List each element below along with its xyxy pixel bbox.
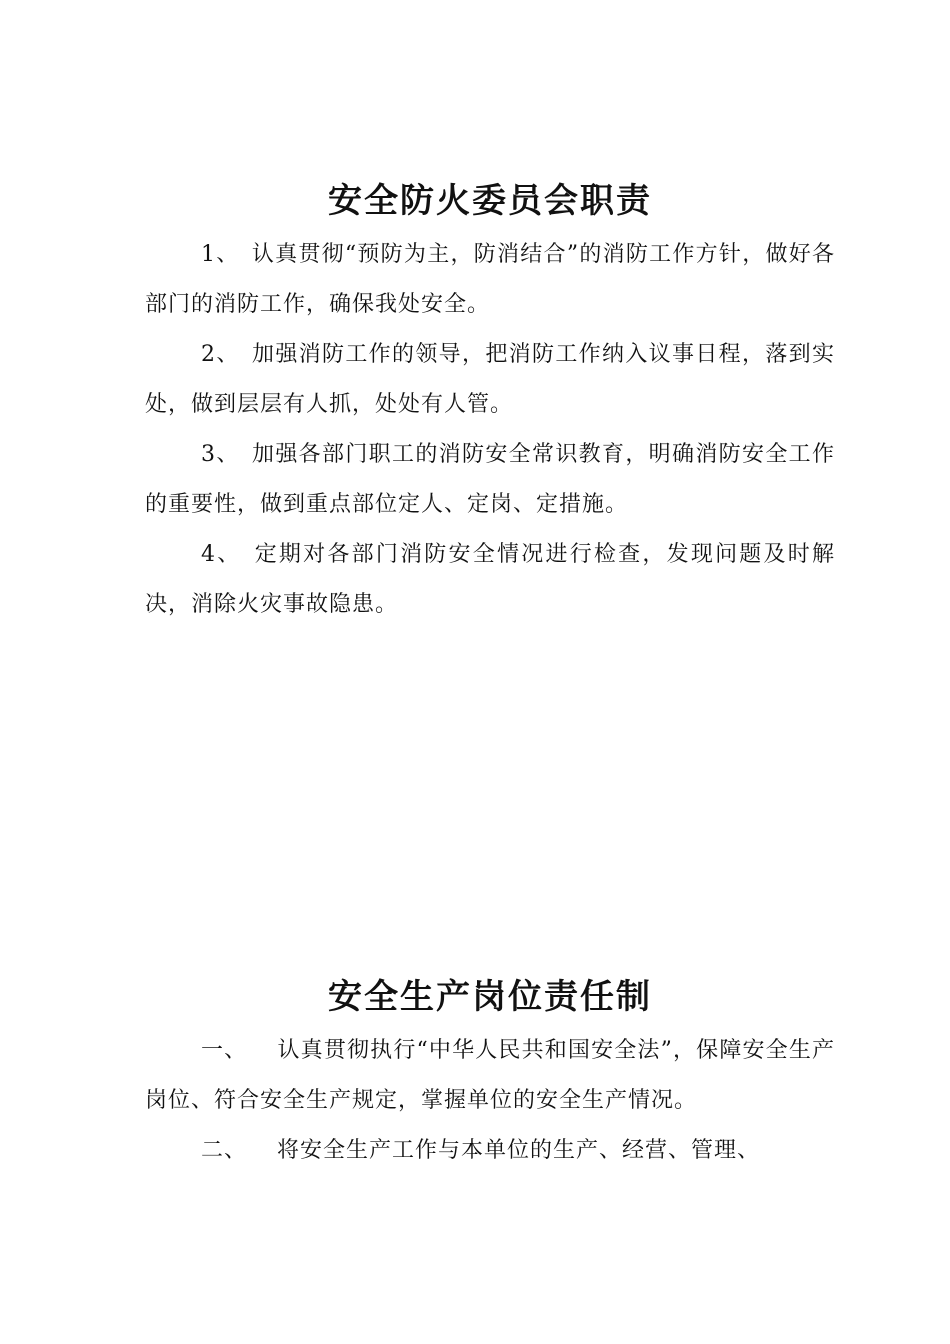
item-text: 认真贯彻执行“中华人民共和国安全法”，保障安全生产岗位、符合安全生产规定，掌握单位的安全生产情况。 (145, 1038, 835, 1113)
item-number: 4、 (201, 542, 242, 567)
item-number: 2、 (201, 342, 240, 367)
section-safety-production (145, 972, 835, 1176)
list-item (145, 230, 835, 330)
item-text: 加强各部门职工的消防安全常识教育，明确消防安全工作的重要性，做到重点部位定人、定岗、定措施。 (145, 442, 835, 517)
list-item (145, 330, 835, 430)
item-text: 加强消防工作的领导，把消防工作纳入议事日程，落到实处，做到层层有人抓，处处有人管。 (145, 342, 835, 417)
item-text: 将安全生产工作与本单位的生产、经营、管理、 (277, 1138, 761, 1163)
list-item (145, 1026, 835, 1126)
item-text: 认真贯彻“预防为主，防消结合”的消防工作方针，做好各部门的消防工作，确保我处安全。 (145, 242, 836, 317)
item-number: 一、 (201, 1038, 248, 1063)
section-title: 安全防火委员会职责 (328, 181, 652, 221)
list-item (145, 430, 835, 530)
item-number: 3、 (201, 442, 240, 467)
list-item (145, 1126, 835, 1176)
section-fire-committee (145, 176, 835, 630)
item-number: 1、 (201, 242, 240, 267)
section-title: 安全生产岗位责任制 (328, 977, 652, 1017)
item-number: 二、 (201, 1138, 248, 1163)
item-text: 定期对各部门消防安全情况进行检查，发现问题及时解决，消除火灾事故隐患。 (145, 542, 835, 617)
list-item (145, 530, 835, 630)
